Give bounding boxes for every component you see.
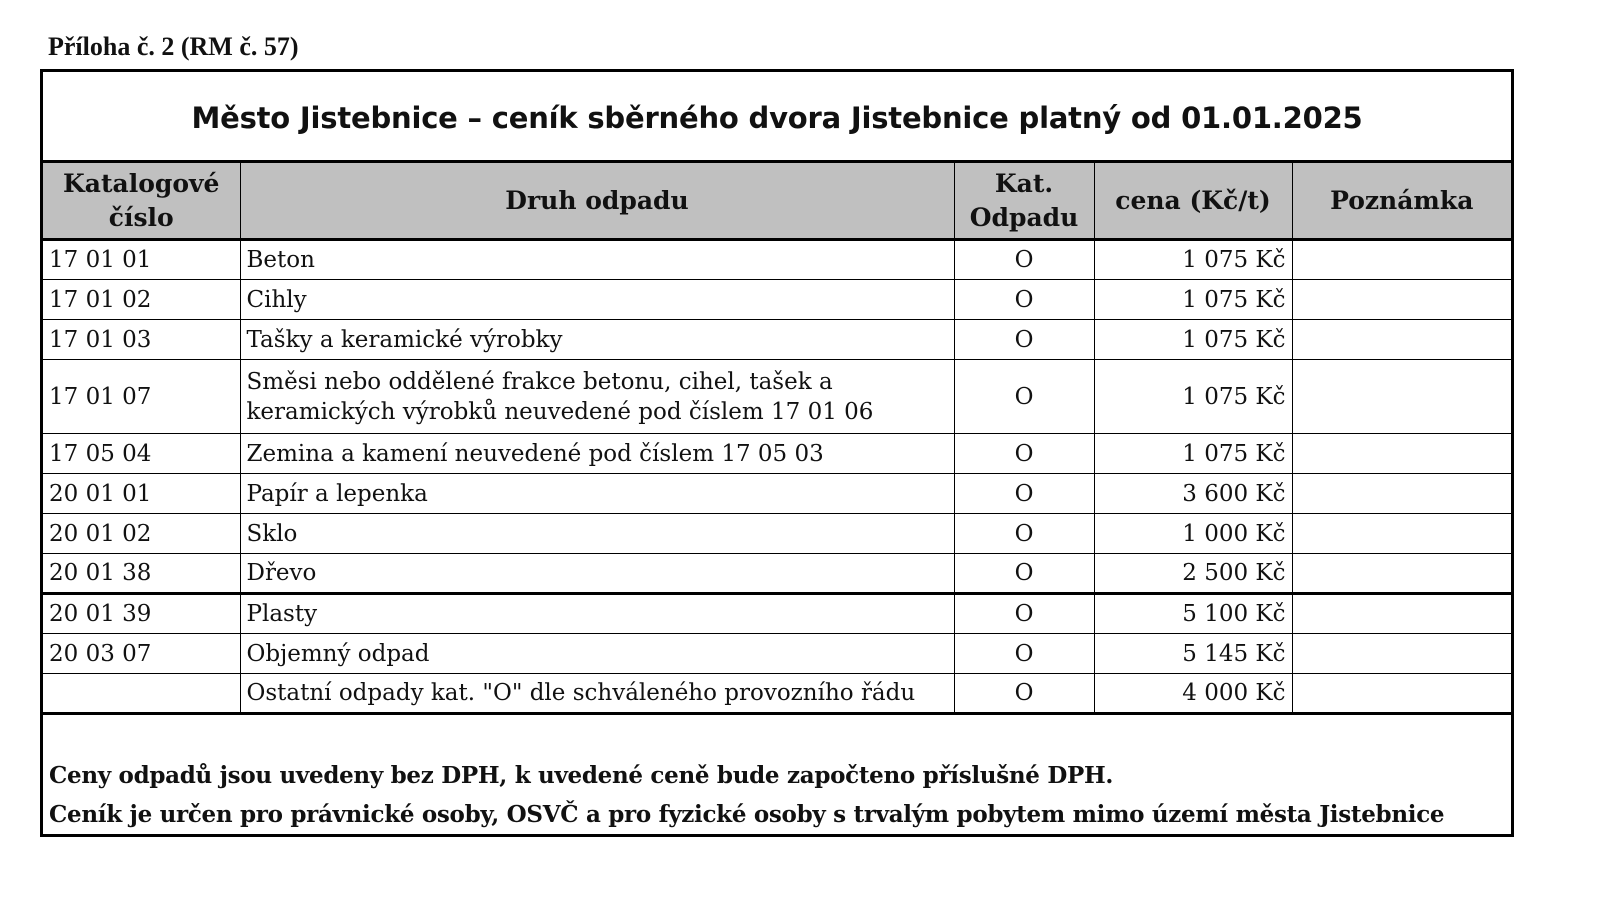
cell-waste-category: O <box>954 320 1094 360</box>
cell-waste-category: O <box>954 514 1094 554</box>
cell-waste-kind: Objemný odpad <box>240 634 954 674</box>
header-price: cena (Kč/t) <box>1094 162 1292 240</box>
cell-price: 1 075 Kč <box>1094 280 1292 320</box>
header-waste-category-line1: Kat. <box>994 168 1054 198</box>
cell-note <box>1292 674 1511 714</box>
table-row <box>43 514 1511 554</box>
table-row <box>43 434 1511 474</box>
table-row <box>43 674 1511 714</box>
cell-waste-category: O <box>954 360 1094 434</box>
cell-note <box>1292 594 1511 634</box>
footnote-eligibility: Ceník je určen pro právnické osoby, OSVČ a pro fyzické osoby s trvalým pobytem mimo území města Jistebnice <box>49 801 1445 828</box>
cell-price: 1 075 Kč <box>1094 434 1292 474</box>
cell-waste-category: O <box>954 434 1094 474</box>
cell-price: 3 600 Kč <box>1094 474 1292 514</box>
cell-catalog-number: 20 01 38 <box>43 554 240 594</box>
document-title: Město Jistebnice – ceník sběrného dvora Jistebnice platný od 01.01.2025 <box>191 101 1363 135</box>
price-table <box>43 160 1511 715</box>
cell-waste-category: O <box>954 474 1094 514</box>
cell-waste-kind: Tašky a keramické výrobky <box>240 320 954 360</box>
footnote-vat: Ceny odpadů jsou uvedeny bez DPH, k uvedené ceně bude započteno příslušné DPH. <box>49 762 1114 789</box>
cell-price: 1 075 Kč <box>1094 360 1292 434</box>
price-list-frame <box>40 69 1514 837</box>
cell-catalog-number: 20 01 39 <box>43 594 240 634</box>
table-row <box>43 634 1511 674</box>
cell-waste-category: O <box>954 594 1094 634</box>
attachment-label: Příloha č. 2 (RM č. 57) <box>48 32 299 61</box>
cell-note <box>1292 474 1511 514</box>
cell-waste-kind: Ostatní odpady kat. "O" dle schváleného provozního řádu <box>240 674 954 714</box>
cell-catalog-number: 17 05 04 <box>43 434 240 474</box>
cell-waste-kind: Sklo <box>240 514 954 554</box>
cell-waste-category: O <box>954 280 1094 320</box>
cell-waste-kind: Zemina a kamení neuvedené pod číslem 17 05 03 <box>240 434 954 474</box>
header-catalog-number-line1: Katalogové <box>63 168 220 198</box>
cell-waste-kind: Cihly <box>240 280 954 320</box>
cell-waste-kind: Beton <box>240 240 954 280</box>
cell-price: 1 000 Kč <box>1094 514 1292 554</box>
cell-note <box>1292 360 1511 434</box>
cell-catalog-number: 17 01 01 <box>43 240 240 280</box>
cell-waste-kind: Dřevo <box>240 554 954 594</box>
cell-price: 5 145 Kč <box>1094 634 1292 674</box>
cell-catalog-number: 20 01 01 <box>43 474 240 514</box>
header-catalog-number <box>43 162 240 240</box>
table-row <box>43 360 1511 434</box>
cell-note <box>1292 554 1511 594</box>
header-waste-category-line2: Odpadu <box>969 202 1079 232</box>
cell-note <box>1292 514 1511 554</box>
cell-waste-category: O <box>954 554 1094 594</box>
table-row <box>43 594 1511 634</box>
cell-catalog-number: 17 01 03 <box>43 320 240 360</box>
cell-catalog-number: 17 01 07 <box>43 360 240 434</box>
cell-catalog-number: 17 01 02 <box>43 280 240 320</box>
cell-waste-kind: Směsi nebo oddělené frakce betonu, cihel, tašek a keramických výrobků neuvedené pod číslem 17 01 06 <box>240 360 954 434</box>
cell-waste-kind: Papír a lepenka <box>240 474 954 514</box>
header-waste-category <box>954 162 1094 240</box>
cell-waste-category: O <box>954 674 1094 714</box>
footnotes <box>49 756 1444 834</box>
cell-note <box>1292 320 1511 360</box>
header-note: Poznámka <box>1292 162 1511 240</box>
table-row <box>43 554 1511 594</box>
table-header-row <box>43 162 1511 240</box>
cell-waste-category: O <box>954 240 1094 280</box>
cell-price: 5 100 Kč <box>1094 594 1292 634</box>
header-waste-kind: Druh odpadu <box>240 162 954 240</box>
cell-price: 1 075 Kč <box>1094 240 1292 280</box>
cell-price: 4 000 Kč <box>1094 674 1292 714</box>
header-catalog-number-line2: číslo <box>108 202 174 232</box>
cell-price: 1 075 Kč <box>1094 320 1292 360</box>
cell-waste-kind: Plasty <box>240 594 954 634</box>
table-row <box>43 280 1511 320</box>
table-row <box>43 320 1511 360</box>
table-row <box>43 474 1511 514</box>
cell-note <box>1292 240 1511 280</box>
cell-note <box>1292 280 1511 320</box>
cell-catalog-number: 20 03 07 <box>43 634 240 674</box>
cell-catalog-number: 20 01 02 <box>43 514 240 554</box>
table-row <box>43 240 1511 280</box>
cell-catalog-number <box>43 674 240 714</box>
cell-note <box>1292 634 1511 674</box>
cell-note <box>1292 434 1511 474</box>
cell-waste-category: O <box>954 634 1094 674</box>
cell-price: 2 500 Kč <box>1094 554 1292 594</box>
